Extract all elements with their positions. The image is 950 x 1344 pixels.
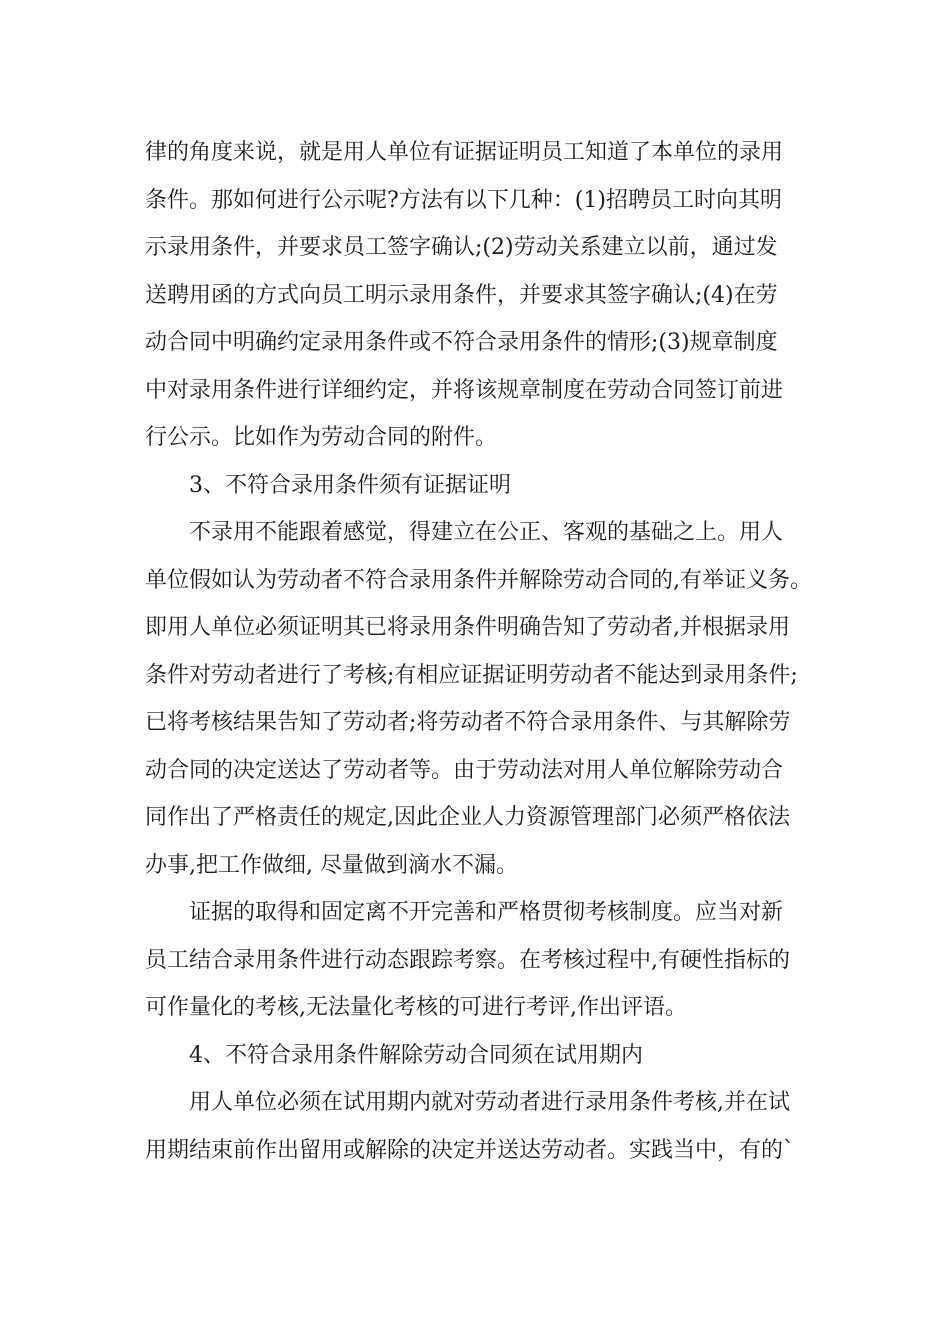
section-heading-3: 3、不符合录用条件须有证据证明 (189, 472, 511, 498)
text-line: 不录用不能跟着感觉，得建立在公正、客观的基础之上。用人 (189, 520, 784, 545)
document-body (145, 129, 815, 1174)
section-heading-4: 4、不符合录用条件解除劳动合同须在试用期内 (189, 1042, 643, 1068)
text-line: 用人单位必须在试用期内就对劳动者进行录用条件考核,并在试 (189, 1090, 790, 1115)
text-line: 证据的取得和固定离不开完善和严格贯彻考核制度。应当对新 (189, 900, 784, 925)
text-line: 已将考核结果告知了劳动者;将劳动者不符合录用条件、与其解除劳 (145, 710, 791, 735)
text-line: 同作出了严格责任的规定,因此企业人力资源管理部门必须严格依法 (145, 805, 790, 830)
text-line: 动合同中明确约定录用条件或不符合录用条件的情形;(3)规章制度 (145, 330, 778, 355)
text-line: 送聘用函的方式向员工明示录用条件，并要求其签字确认;(4)在劳 (145, 282, 778, 308)
text-line: 律的角度来说，就是用人单位有证据证明员工知道了本单位的录用 (145, 140, 784, 165)
text-line: 用期结束前作出留用或解除的决定并送达劳动者。实践当中，有的` (145, 1137, 795, 1163)
paragraph-probation (145, 1079, 815, 1174)
text-line: 可作量化的考核,无法量化考核的可进行考评,作出评语。 (145, 995, 687, 1020)
text-line: 条件。那如何进行公示呢?方法有以下几种：(1)招聘员工时向其明 (145, 187, 782, 213)
text-line: 单位假如认为劳动者不符合录用条件并解除劳动合同的,有举证义务。 (145, 567, 812, 593)
paragraph-assessment (145, 889, 815, 1032)
text-line: 动合同的决定送达了劳动者等。由于劳动法对用人单位解除劳动合 (145, 757, 784, 783)
text-line: 行公示。比如作为劳动合同的附件。 (145, 425, 498, 450)
text-line: 示录用条件，并要求员工签字确认;(2)劳动关系建立以前，通过发 (145, 235, 778, 260)
paragraph-continuation (145, 129, 815, 462)
text-line: 条件对劳动者进行了考核;有相应证据证明劳动者不能达到录用条件; (145, 662, 798, 688)
text-line: 中对录用条件进行详细约定，并将该规章制度在劳动合同签订前进 (145, 377, 784, 403)
text-line: 即用人单位必须证明其已将录用条件明确告知了劳动者,并根据录用 (145, 615, 790, 640)
paragraph-evidence (145, 509, 815, 889)
text-line: 办事,把工作做细, 尽量做到滴水不漏。 (145, 852, 518, 878)
text-line: 员工结合录用条件进行动态跟踪考察。在考核过程中,有硬性指标的 (145, 947, 790, 973)
